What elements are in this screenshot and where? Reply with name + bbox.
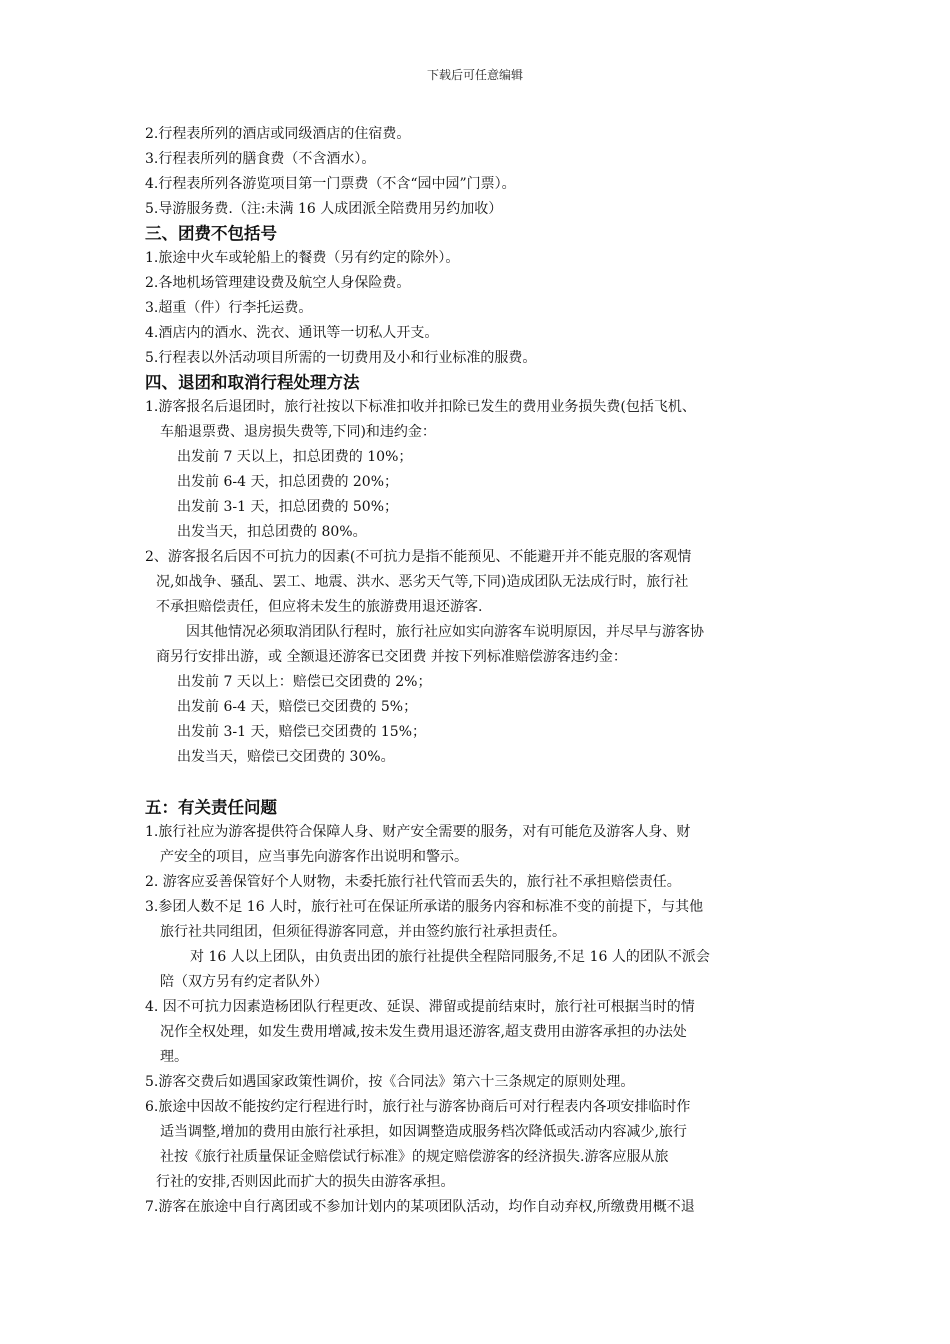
text-line: 3.超重（件）行李托运费。 <box>145 300 313 316</box>
text-line: 产安全的项目，应当事先向游客作出说明和警示。 <box>160 849 468 865</box>
text-line: 2. 游客应妥善保管好个人财物，未委托旅行社代管而丢失的，旅行社不承担赔偿责任。 <box>145 874 681 890</box>
text-line: 出发当天，赔偿已交团费的 30%。 <box>177 749 395 765</box>
text-line: 3.行程表所列的膳食费（不含酒水）。 <box>145 151 376 167</box>
text-line: 5.行程表以外活动项目所需的一切费用及小和行业标准的服费。 <box>145 350 537 366</box>
text-line: 6.旅途中因故不能按约定行程进行时，旅行社与游客协商后可对行程表内各项安排临时作 <box>145 1099 691 1115</box>
text-line: 理。 <box>160 1049 188 1065</box>
page-header: 下载后可任意编辑 <box>426 68 523 82</box>
text-line: 旅行社共同组团，但须征得游客同意，并由签约旅行社承担责任。 <box>160 924 566 940</box>
text-line: 况,如战争、骚乱、罢工、地震、洪水、恶劣天气等,下同)造成团队无法成行时，旅行社 <box>156 574 689 590</box>
text-line: 3.参团人数不足 16 人时，旅行社可在保证所承诺的服务内容和标准不变的前提下，与其他 <box>145 899 704 915</box>
text-line: 出发前 3-1 天，赔偿已交团费的 15%； <box>177 724 427 740</box>
text-line: 2.行程表所列的酒店或同级酒店的住宿费。 <box>145 126 411 142</box>
text-line: 4.行程表所列各游览项目第一门票费（不含“园中园”门票）。 <box>145 176 516 192</box>
text-line: 适当调整,增加的费用由旅行社承担，如因调整造成服务档次降低或活动内容减少,旅行 <box>160 1124 687 1140</box>
text-line: 出发前 6-4 天，赔偿已交团费的 5%； <box>177 699 418 715</box>
text-line: 出发前 7 天以上，扣总团费的 10%； <box>177 449 413 465</box>
text-line: 对 16 人以上团队，由负责出团的旅行社提供全程陪同服务,不足 16 人的团队不派会 <box>190 949 710 965</box>
text-line: 1.旅途中火车或轮船上的餐费（另有约定的除外）。 <box>145 250 460 266</box>
text-line: 2、游客报名后因不可抗力的因素(不可抗力是指不能预见、不能避开并不能克服的客观情 <box>145 549 692 565</box>
section-heading: 五：有关责任问题 <box>145 798 277 817</box>
text-line: 5.游客交费后如遇国家政策性调价，按《合同法》第六十三条规定的原则处理。 <box>145 1074 635 1090</box>
text-line: 7.游客在旅途中自行离团或不参加计划内的某项团队活动，均作自动弃权,所缴费用概不退 <box>145 1199 695 1215</box>
blank-line <box>145 770 825 792</box>
text-line: 4.酒店内的酒水、洗衣、通讯等一切私人开支。 <box>145 325 439 341</box>
text-line: 商另行安排出游，或 全额退还游客已交团费 并按下列标准赔偿游客违约金： <box>156 649 627 665</box>
text-line: 因其他情况必须取消团队行程时，旅行社应如实向游客车说明原因，并尽早与游客协 <box>186 624 704 640</box>
text-line: 行社的安排,否则因此而扩大的损失由游客承担。 <box>156 1174 455 1190</box>
text-line: 1.旅行社应为游客提供符合保障人身、财产安全需要的服务，对有可能危及游客人身、财 <box>145 824 691 840</box>
text-line: 车船退票费、退房损失费等,下同)和违约金： <box>160 424 436 440</box>
text-line: 陪（双方另有约定者队外） <box>160 974 328 990</box>
text-line: 5.导游服务费.（注:未满 16 人成团派全陪费用另约加收） <box>145 201 503 217</box>
text-line: 出发前 7 天以上：赔偿已交团费的 2%； <box>177 674 432 690</box>
document-body <box>145 122 825 1220</box>
text-line: 出发当天，扣总团费的 80%。 <box>177 524 367 540</box>
text-line: 不承担赔偿责任，但应将未发生的旅游费用退还游客. <box>156 599 483 615</box>
section-heading: 四、退团和取消行程处理方法 <box>145 373 360 392</box>
text-line: 况作全权处理，如发生费用增减,按未发生费用退还游客,超支费用由游客承担的办法处 <box>160 1024 687 1040</box>
text-line: 出发前 3-1 天，扣总团费的 50%； <box>177 499 399 515</box>
text-line: 2.各地机场管理建设费及航空人身保险费。 <box>145 275 411 291</box>
text-line: 社按《旅行社质量保证金赔偿试行标准》的规定赔偿游客的经济损失.游客应服从旅 <box>160 1149 669 1165</box>
section-heading: 三、团费不包括号 <box>145 224 277 243</box>
text-line: 4. 因不可抗力因素造杨团队行程更改、延误、滞留或提前结束时，旅行社可根据当时的情 <box>145 999 695 1015</box>
text-line: 1.游客报名后退团时，旅行社按以下标准扣收并扣除已发生的费用业务损失费(包括飞机、 <box>145 399 696 415</box>
text-line: 出发前 6-4 天，扣总团费的 20%； <box>177 474 399 490</box>
